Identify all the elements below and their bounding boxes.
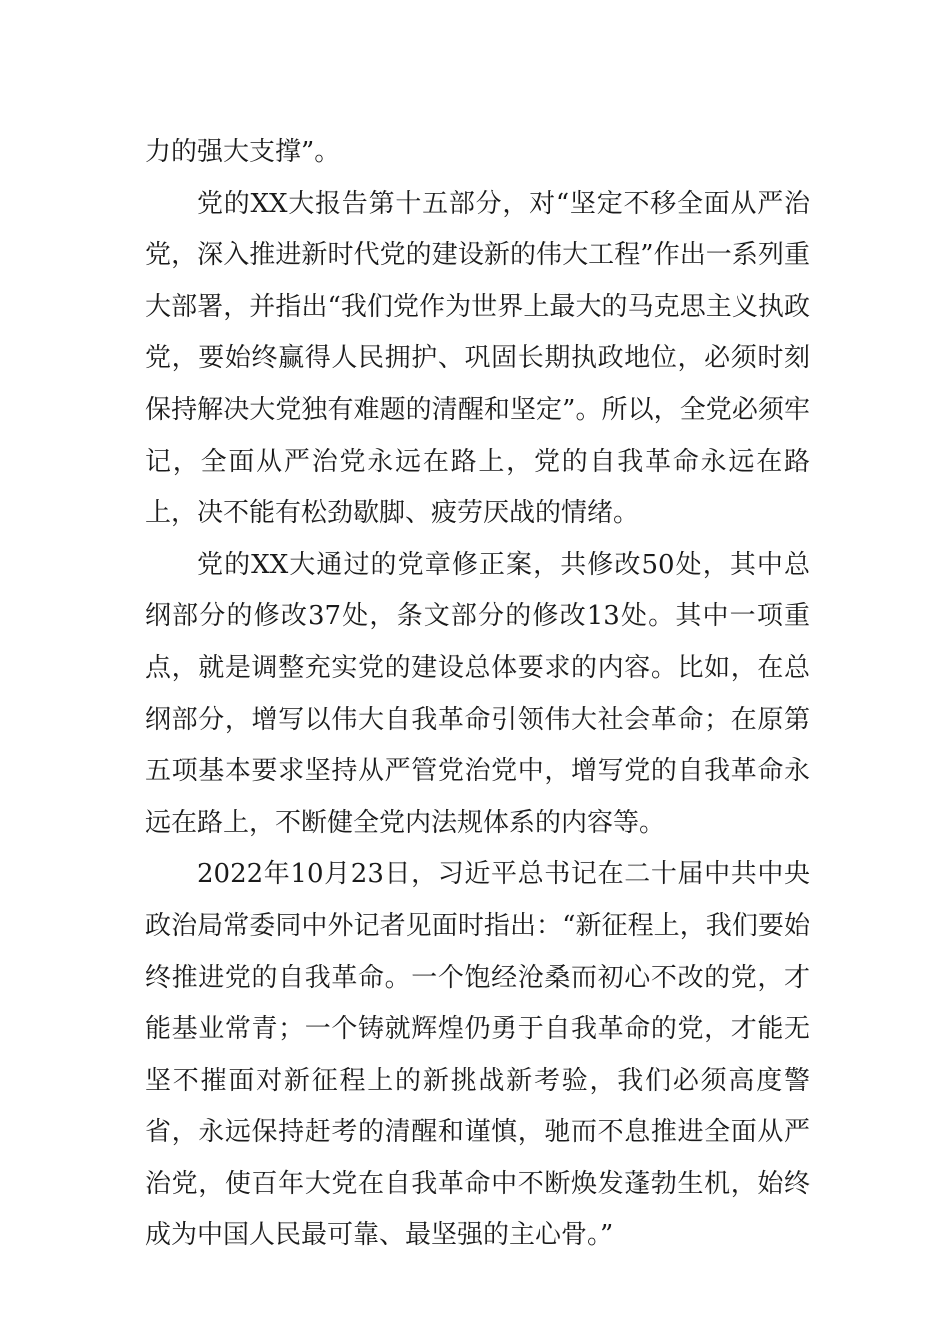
document-body xyxy=(145,127,810,1262)
paragraph-report-section: 党的XX大报告第十五部分，对“坚定不移全面从严治党，深入推进新时代党的建设新的伟大工程”作出一系列重大部署，并指出“我们党作为世界上最大的马克思主义执政党，要始终赢得人民拥护、巩固长期执政地位，必须时刻保持解决大党独有难题的清醒和坚定”。所以，全党必须牢记，全面从严治党永远在路上，党的自我革命永远在路上，决不能有松劲歇脚、疲劳厌战的情绪。 xyxy=(145,188,810,529)
paragraph-constitution-amendment: 党的XX大通过的党章修正案，共修改50处，其中总纲部分的修改37处，条文部分的修改13处。其中一项重点，就是调整充实党的建设总体要求的内容。比如，在总纲部分，增写以伟大自我革命引领伟大社会革命；在原第五项基本要求坚持从严管党治党中，增写党的自我革命永远在路上，不断健全党内法规体系的内容等。 xyxy=(145,549,810,838)
paragraph-continuation: 力的强大支撑”。 xyxy=(145,137,341,167)
paragraph-press-meeting-quote: 2022年10月23日，习近平总书记在二十届中共中央政治局常委同中外记者见面时指出：“新征程上，我们要始终推进党的自我革命。一个饱经沧桑而初心不改的党，才能基业常青；一个铸就辉煌仍勇于自我革命的党，才能无坚不摧面对新征程上的新挑战新考验，我们必须高度警省，永远保持赶考的清醒和谨慎，驰而不息推进全面从严治党，使百年大党在自我革命中不断焕发蓬勃生机，始终成为中国人民最可靠、最坚强的主心骨。” xyxy=(145,859,810,1251)
